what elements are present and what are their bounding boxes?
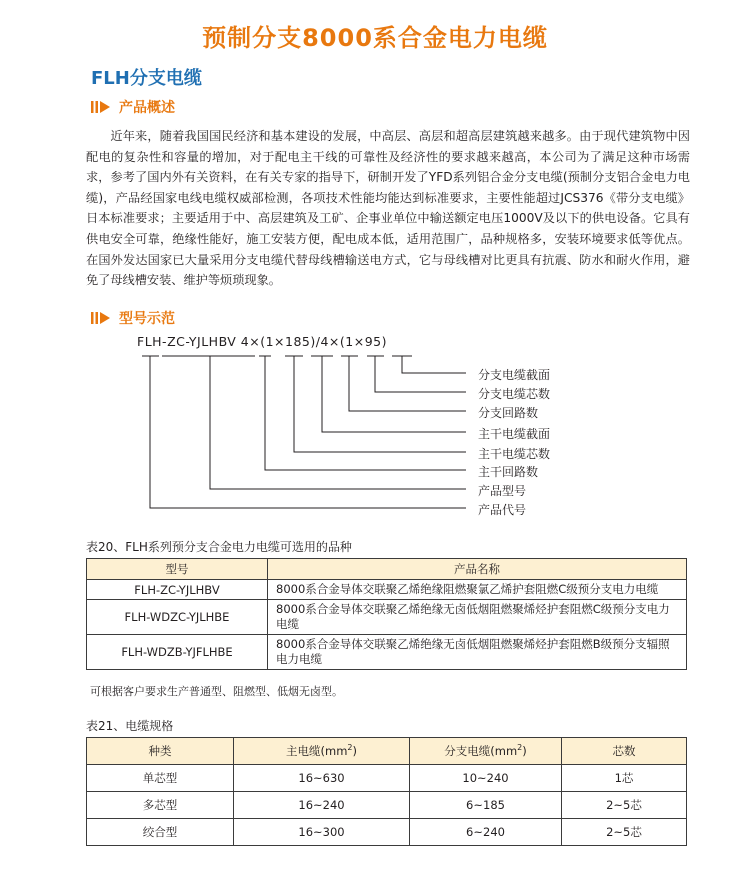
cell-main-cable: 16~300	[234, 819, 410, 846]
cell-cores: 2~5芯	[562, 819, 687, 846]
cell-product-name: 8000系合金导体交联聚乙烯绝缘无卤低烟阻燃聚烯烃护套阻燃B级预分支辐照电力电缆	[268, 635, 687, 670]
cell-type: 多芯型	[87, 792, 234, 819]
cell-type: 绞合型	[87, 819, 234, 846]
cell-main-cable: 16~630	[234, 765, 410, 792]
table20-note: 可根据客户要求生产普通型、阻燃型、低烟无卤型。	[90, 685, 343, 698]
cell-branch-cable: 6~185	[410, 792, 562, 819]
cell-branch-cable: 6~240	[410, 819, 562, 846]
diagram-label-branch-circuits: 分支回路数	[478, 406, 539, 420]
table-row	[87, 765, 687, 792]
leader-line-branch-cores	[375, 356, 466, 392]
cell-main-cable: 16~240	[234, 792, 410, 819]
cell-model: FLH-WDZB-YJFLHBE	[87, 635, 268, 670]
leader-line-main-section	[322, 356, 466, 432]
table20-caption: 表20、FLH系列预分支合金电力电缆可选用的品种	[86, 540, 352, 554]
table-header-row	[87, 559, 687, 580]
table-row	[87, 792, 687, 819]
overview-heading-label: 产品概述	[119, 100, 175, 116]
diagram-label-branch-section: 分支电缆截面	[478, 368, 551, 382]
cell-cores: 1芯	[562, 765, 687, 792]
model-example-heading-label: 型号示范	[119, 311, 175, 327]
cell-product-name: 8000系合金导体交联聚乙烯绝缘阻燃聚氯乙烯护套阻燃C级预分支电力电缆	[268, 580, 687, 600]
diagram-label-product-code: 产品代号	[478, 503, 527, 517]
diagram-label-main-circuits: 主干回路数	[478, 465, 539, 479]
table-row	[87, 635, 687, 670]
table20-product-varieties	[86, 558, 687, 670]
leader-line-main-cores	[294, 356, 466, 452]
table21-cable-specifications	[86, 737, 687, 846]
table21-caption: 表21、电缆规格	[86, 719, 174, 733]
cell-product-name: 8000系合金导体交联聚乙烯绝缘无卤低烟阻燃聚烯烃护套阻燃C级预分支电力电缆	[268, 600, 687, 635]
overview-paragraph: 近年来，随着我国国民经济和基本建设的发展，中高层、高层和超高层建筑越来越多。由于现代建筑物中因配电的复杂性和容量的增加，对于配电主干线的可靠性及经济性的要求越来越高，本公司为了满足这种市场需求，参考了国内外有关资料，在有关专家的指导下，研制开发了YFD系列铝合金分支电缆(预制分支铝合金电力电缆)，产品经国家电线电缆权威部检测，各项技术性能均能达到标准要求，主要性能超过JCS376《带分支电缆》日本标准要求；主要适用于中、高层建筑及工矿、企事业单位中输送额定电压1000V及以下的供电设备。它具有供电安全可靠，绝缘性能好，施工安装方便，配电成本低，适用范围广，品种规格多，安装环境要求低等优点。在国外发达国家已大量采用分支电缆代替母线槽输送电方式，它与母线槽对比更具有抗震、防水和耐火作用，避免了母线槽安装、维护等烦琐现象。	[86, 129, 690, 288]
cell-type: 单芯型	[87, 765, 234, 792]
diagram-label-main-section: 主干电缆截面	[478, 427, 551, 441]
column-header-branch-cable: 分支电缆$(mm^2)$	[410, 738, 562, 765]
model-code: FLH-ZC-YJLHBV 4×(1×185)/4×(1×95)	[137, 334, 387, 349]
table-row	[87, 580, 687, 600]
page-title: 预制分支8000系合金电力电缆	[202, 24, 548, 52]
leader-line-branch-circuits	[349, 356, 466, 411]
table-header-row	[87, 738, 687, 765]
diagram-label-branch-cores: 分支电缆芯数	[478, 387, 551, 401]
cell-cores: 2~5芯	[562, 792, 687, 819]
column-header-product-name: 产品名称	[268, 559, 687, 580]
diagram-label-product-model: 产品型号	[478, 484, 527, 498]
cell-model: FLH-ZC-YJLHBV	[87, 580, 268, 600]
product-series-title: FLH分支电缆	[91, 68, 202, 89]
leader-line-product-model	[210, 356, 466, 489]
cell-model: FLH-WDZC-YJLHBE	[87, 600, 268, 635]
table-row	[87, 600, 687, 635]
diagram-label-main-cores: 主干电缆芯数	[478, 447, 551, 461]
leader-line-branch-section	[402, 356, 466, 373]
column-header-cores: 芯数	[562, 738, 687, 765]
column-header-model: 型号	[87, 559, 268, 580]
column-header-type: 种类	[87, 738, 234, 765]
column-header-main-cable: 主电缆$(mm^2)$	[234, 738, 410, 765]
table-row	[87, 819, 687, 846]
cell-branch-cable: 10~240	[410, 765, 562, 792]
